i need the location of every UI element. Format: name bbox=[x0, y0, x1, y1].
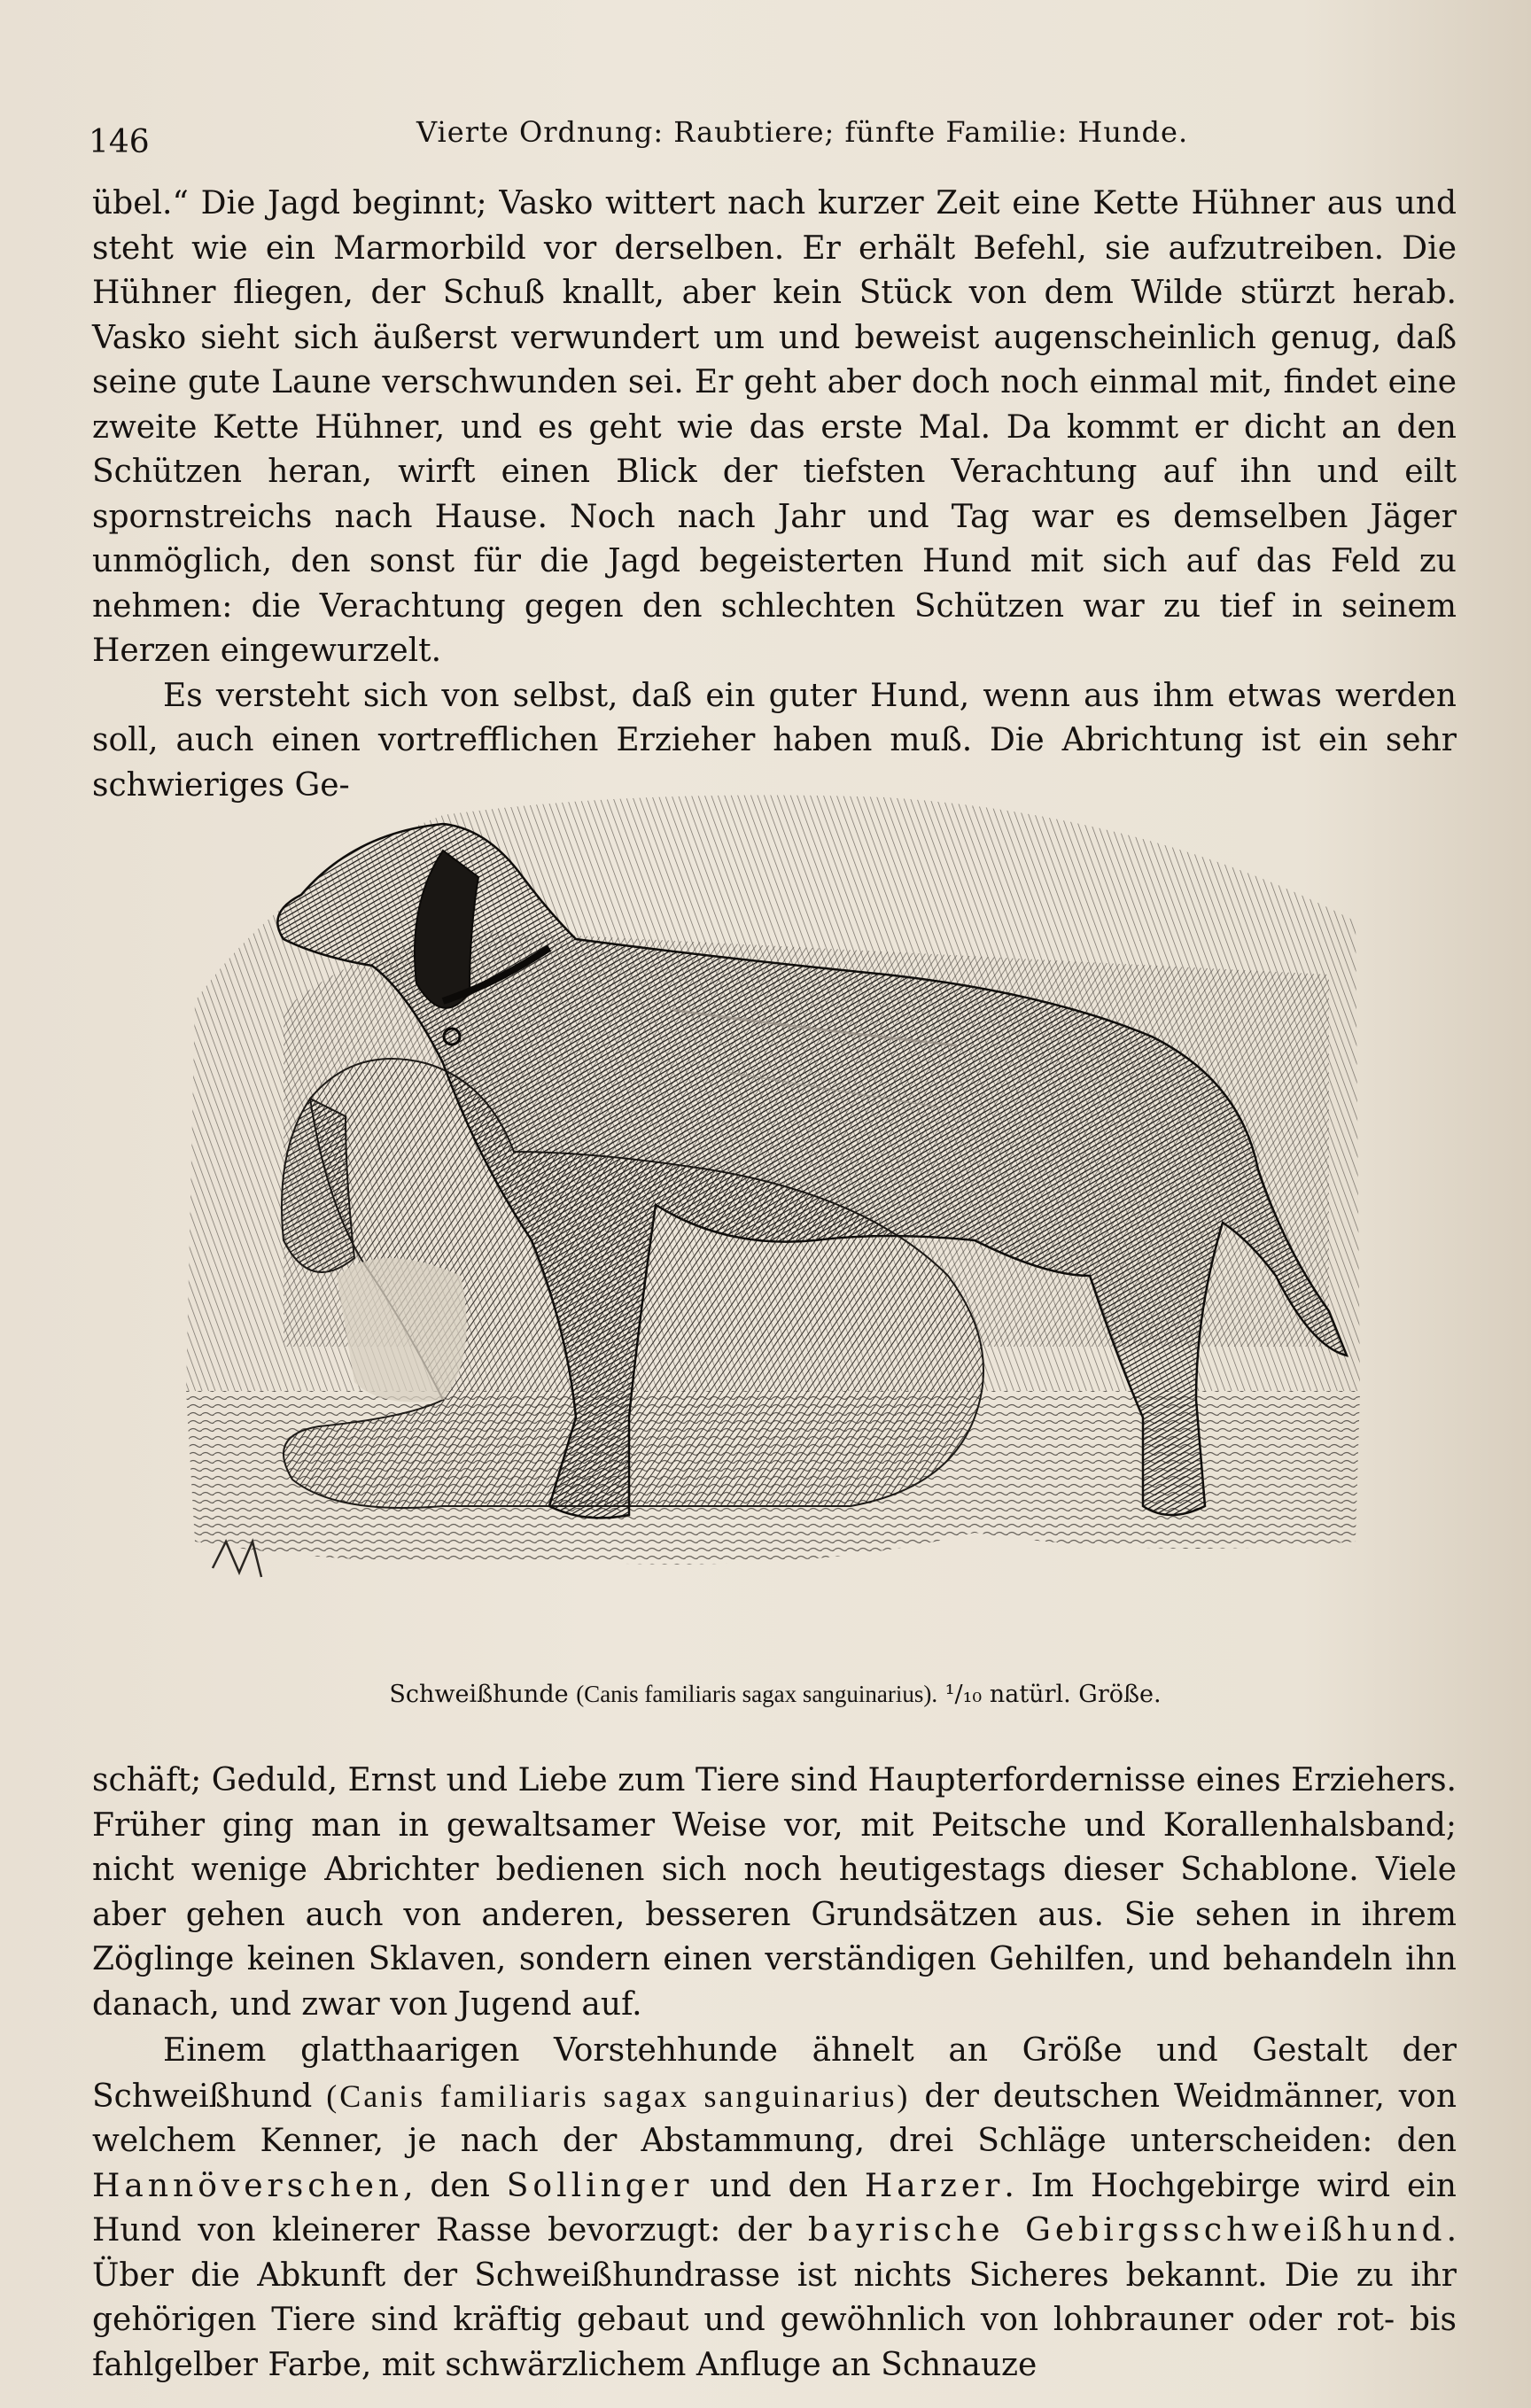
figure-caption bbox=[177, 1681, 1373, 1708]
breed-name: Harzer bbox=[864, 2167, 1005, 2204]
breed-name: Sollinger bbox=[506, 2167, 694, 2204]
running-title: Vierte Ordnung: Raubtiere; fünfte Familie: Hunde. bbox=[416, 115, 1189, 149]
paragraph: Einem glatthaarigen Vorstehhunde ähnelt an Größe und Gestalt der Schweißhund (Canis familiaris sagax sanguinarius) der deutschen Weidmänner, von welchem Kenner, je nach der Abstammung, drei Schläge unterscheiden: den Hannöverschen, den Sollinger und den Harzer. Im Hochgebirge wird ein Hund von kleinerer Rasse bevorzugt: der bayrische Gebirgsschweißhund. Über die Abkunft der Schweißhundrasse ist nichts Sicheres bekannt. Die zu ihr gehörigen Tiere sind kräftig gebaut und gewöhnlich von lohbrauner oder rot- bis fahlgelber Farbe, mit schwärzlichem Anfluge an Schnauze bbox=[92, 2032, 1457, 2383]
text-block-next bbox=[92, 2029, 1457, 2388]
paragraph: übel.“ Die Jagd beginnt; Vasko wittert nach kurzer Zeit eine Kette Hühner aus und steht wie ein Marmorbild vor derselben. Er erhält Befehl, sie aufzutreiben. Die Hühner fliegen, der Schuß knallt, aber kein Stück von dem Wilde stürzt herab. Vasko sieht sich äußerst verwundert um und beweist augenscheinlich genug, daß seine gute Laune verschwunden sei. Er geht aber doch noch einmal mit, findet eine zweite Kette Hühner, und es geht wie das erste Mal. Da kommt er dicht an den Schützen heran, wirft einen Blick der tiefsten Verachtung auf ihn und eilt spornstreichs nach Hause. Noch nach Jahr und Tag war es demselben Jäger unmöglich, den sonst für die Jagd begeisterten Hund mit sich auf das Feld zu nehmen: die Verachtung gegen den schlechten Schützen war zu tief in seinem Herzen eingewurzelt. bbox=[92, 185, 1457, 669]
caption-latin: (Canis familiaris sagax sanguinarius). bbox=[576, 1681, 938, 1707]
bloodhounds-engraving bbox=[177, 780, 1373, 1666]
breed-name: bayrische Gebirgsschweißhund bbox=[807, 2212, 1447, 2249]
breed-name: Hannöverschen bbox=[92, 2167, 404, 2204]
paragraph: schäft; Geduld, Ernst und Liebe zum Tiere sind Haupterfordernisse eines Erziehers. Früher ging man in gewaltsamer Weise vor, mit Peitsche und Korallenhalsband; nicht wenige Abrichter bedienen sich noch heutigestags dieser Schablone. Viele aber gehen auch von anderen, besseren Grundsätzen aus. Sie sehen in ihrem Zöglinge keinen Sklaven, sondern einen verständigen Gehilfen, und behandeln ihn danach, und zwar von Jugend auf. bbox=[92, 1762, 1457, 2023]
text-block-after-figure bbox=[92, 1759, 1457, 2027]
latin-name: (Canis familiaris sagax sanguinarius) bbox=[326, 2078, 911, 2114]
paragraph: Es versteht sich von selbst, daß ein guter Hund, wenn aus ihm etwas werden soll, auch einen vortrefflichen Erzieher haben muß. Die Abrichtung ist ein sehr schwieriges Ge- bbox=[92, 677, 1457, 804]
lying-dog-chest bbox=[337, 1258, 467, 1402]
illustration-bloodhounds bbox=[177, 780, 1373, 1666]
caption-scale: ¹/₁₀ natürl. Größe. bbox=[944, 1681, 1162, 1708]
page-number: 146 bbox=[89, 124, 150, 160]
page-header bbox=[89, 115, 1453, 159]
caption-german: Schweißhunde bbox=[389, 1681, 569, 1708]
text-block-top bbox=[92, 182, 1457, 808]
